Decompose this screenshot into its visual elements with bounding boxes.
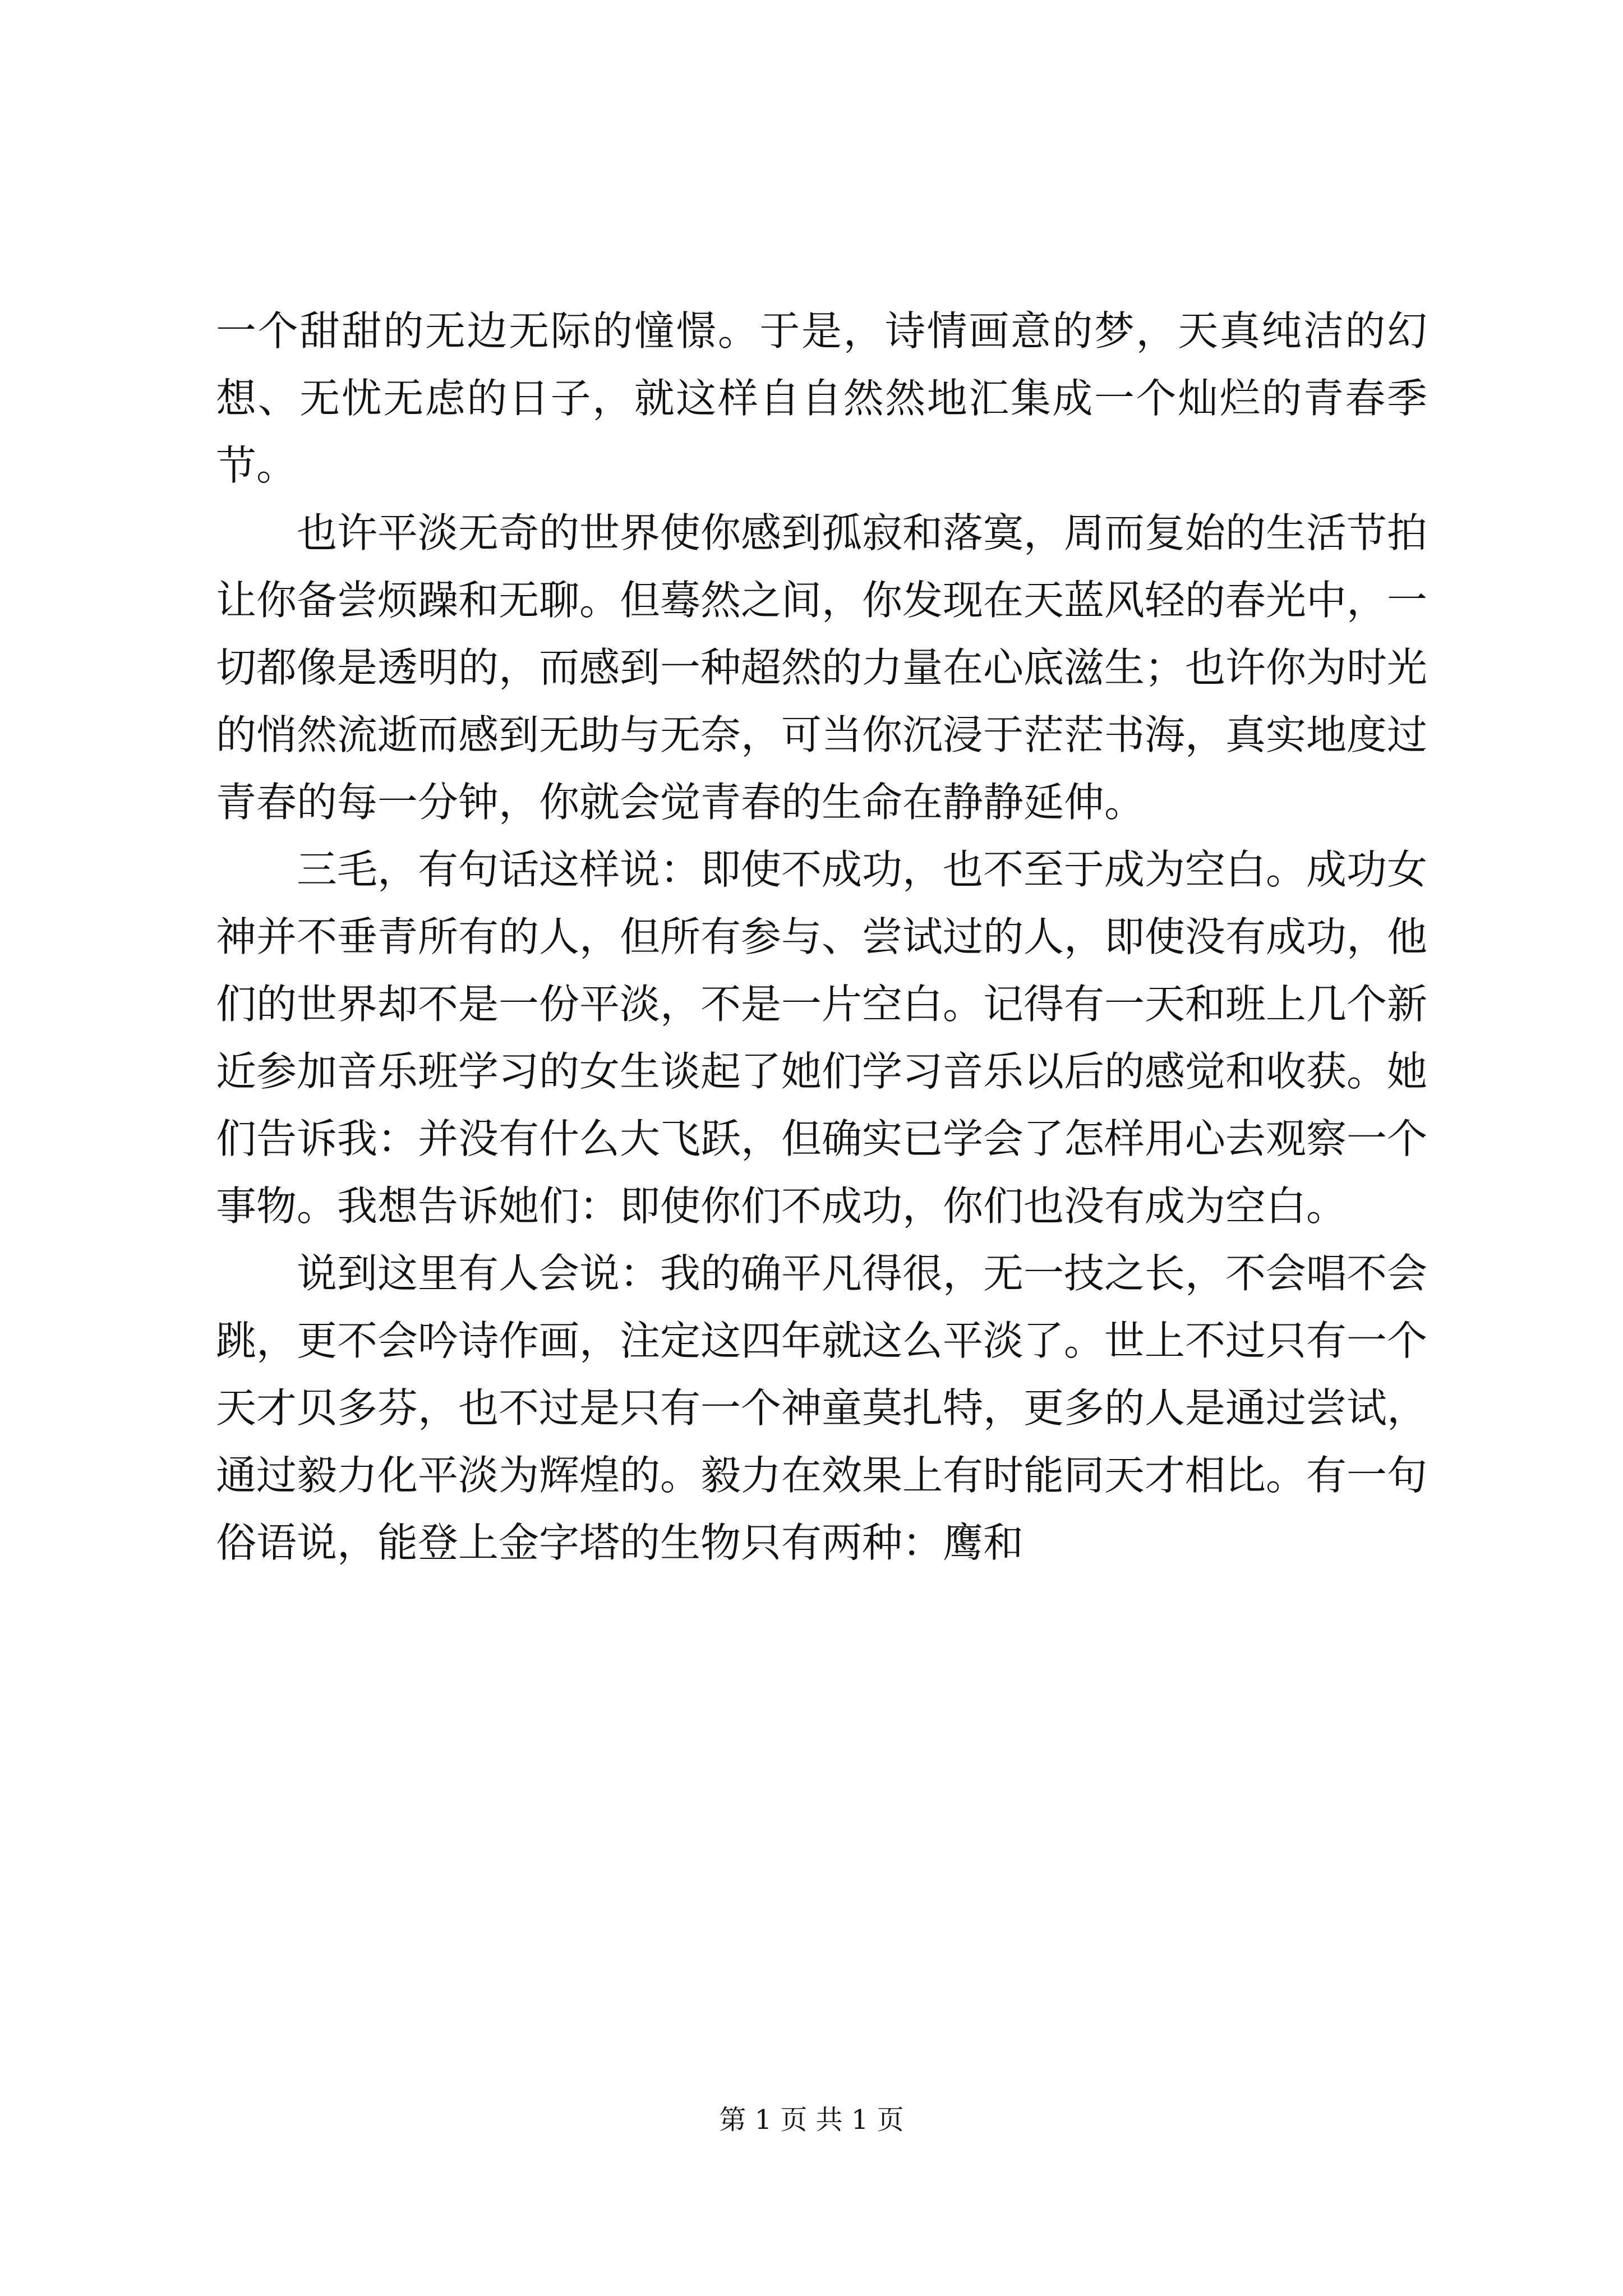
page-footer: 第 1 页 共 1 页: [719, 2104, 904, 2136]
paragraph-1: 一个甜甜的无边无际的憧憬。于是，诗情画意的梦，天真纯洁的幻想、无忧无虑的日子，就这样自自然然地汇集成一个灿烂的青春季节。: [216, 307, 1427, 489]
paragraph-4: 说到这里有人会说：我的确平凡得很，无一技之长，不会唱不会跳，更不会吟诗作画，注定这四年就这么平淡了。世上不过只有一个天才贝多芬，也不过是只有一个神童莫扎特，更多的人是通过尝试，通过毅力化平淡为辉煌的。毅力在效果上有时能同天才相比。有一句俗语说，能登上金字塔的生物只有两种：鹰和: [216, 1250, 1428, 1566]
paragraph-2: 也许平淡无奇的世界使你感到孤寂和落寞，周而复始的生活节拍让你备尝烦躁和无聊。但蓦然之间，你发现在天蓝风轻的春光中，一切都像是透明的，而感到一种超然的力量在心底滋生；也许你为时光的悄然流逝而感到无助与无奈，可当你沉浸于茫茫书海，真实地度过青春的每一分钟，你就会觉青春的生命在静静延伸。: [216, 509, 1428, 826]
paragraph-3: 三毛，有句话这样说：即使不成功，也不至于成为空白。成功女神并不垂青所有的人，但所有参与、尝试过的人，即使没有成功，他们的世界却不是一份平淡，不是一片空白。记得有一天和班上几个新近参加音乐班学习的女生谈起了她们学习音乐以后的感觉和收获。她们告诉我：并没有什么大飞跃，但确实已学会了怎样用心去观察一个事物。我想告诉她们：即使你们不成功，你们也没有成为空白。: [216, 846, 1428, 1230]
document-body: [216, 297, 1427, 1576]
